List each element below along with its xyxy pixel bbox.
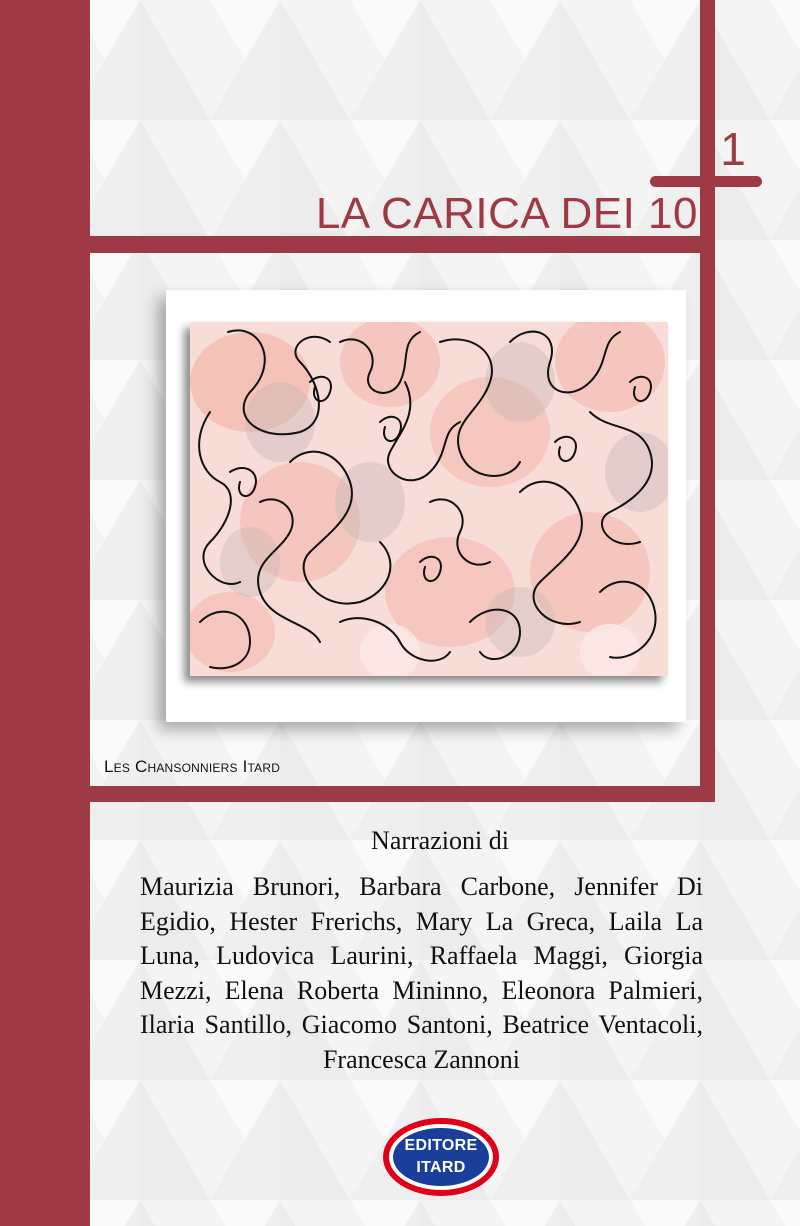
logo-line-1: EDITORE: [404, 1137, 478, 1154]
right-frame-line: [700, 0, 715, 802]
bottom-frame-line: [90, 786, 715, 802]
authors-heading: Narrazioni di: [371, 826, 509, 855]
spine-band: [0, 0, 90, 1226]
editore-itard-logo: [381, 1116, 501, 1198]
logo-line-2: ITARD: [416, 1159, 466, 1176]
book-title: LA CARICA DEI 10: [315, 189, 698, 238]
series-crossbar: [650, 176, 762, 187]
authors-list: Maurizia Brunori, Barbara Carbone, Jennifer Di Egidio, Hester Frerichs, Mary La Greca, Laila La Luna, Ludovica Laurini, Raffaela Maggi, Giorgia Mezzi, Elena Roberta Mininno, Eleonora Palmieri, Ilaria Santillo, Giacomo Santoni, Beatrice Ventacoli, Francesca Zannoni: [140, 872, 703, 1074]
series-number: 1: [720, 123, 746, 175]
line-art-faces-illustration: [190, 322, 668, 676]
collection-name: Les Chansonniers Itard: [104, 757, 281, 776]
